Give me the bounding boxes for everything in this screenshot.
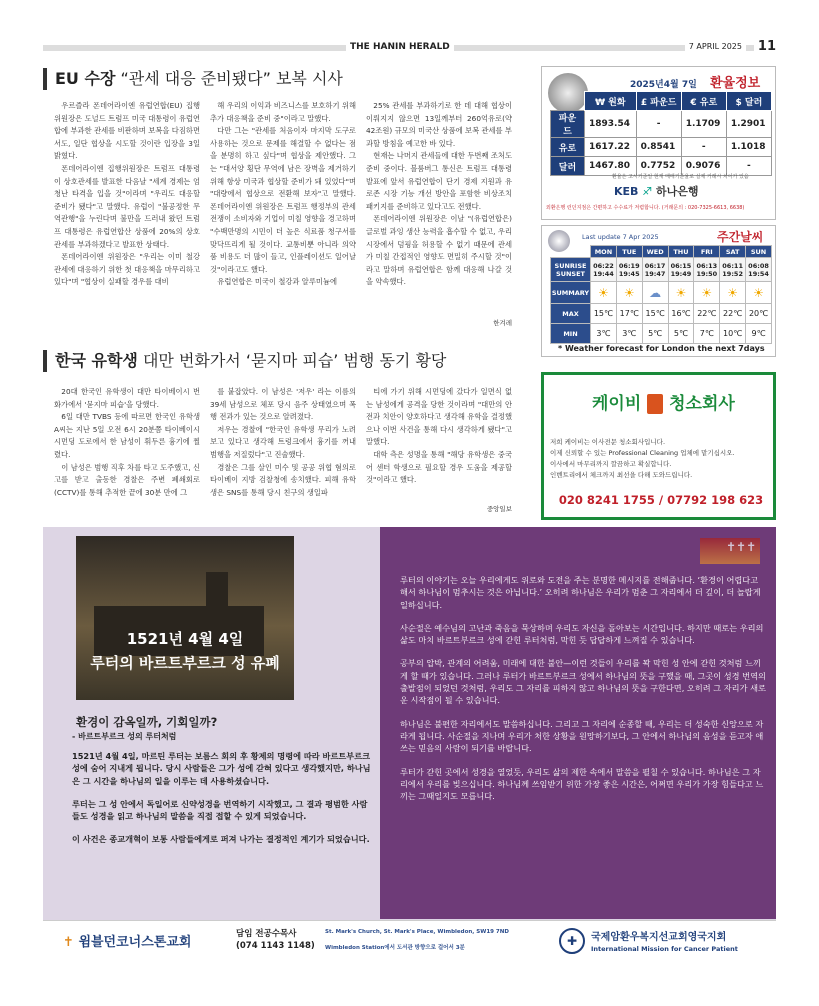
paragraph: 우르즐라 폰데어라이엔 유럽연합(EU) 집행위원장은 도널드 트럼프 미국 대통령이 유럽연합에 부과한 관세를 비판하며 보복을 다짐하면서도, 일단 협상을 시도할 것이란 입장을 3일 밝혔다. [54, 101, 200, 161]
max-temp: 16℃ [668, 304, 694, 324]
cleaning-ad-phone: 020 8241 1755 / 07792 198 623 [558, 493, 764, 507]
paragraph: 해 우리의 이익과 비즈니스를 보호하기 위해 추가 대응책을 준비 중"이라고 말했다. [210, 101, 356, 123]
paragraph: 사순절은 예수님의 고난과 죽음을 묵상하며 우리도 자신을 돌아보는 시간입니다. 하지만 때로는 우리의 삶도 마치 바르트부르크 성에 갇힌 루터처럼, 막힌 듯 답답하게 느껴질 수 있습니다. [400, 622, 764, 646]
cross-icon: ✝✝✝ [700, 538, 760, 564]
paragraph: 1521년 4월 4일, 마르틴 루터는 보름스 회의 후 황제의 명령에 따라 바르트부르크 성에 숨어 지내게 됩니다. 당시 사람들은 그가 성에 갇혀 있다고 생각했지만, 하나님은 그 시간을 하나님의 일을 이루는 데 사용하셨습니다. [72, 751, 371, 786]
weather-day: FRI [694, 246, 720, 258]
min-temp: 5℃ [668, 324, 694, 344]
weather-title: 주간날씨 [717, 230, 764, 244]
paragraph: 20대 한국인 유학생이 대만 타이베이시 번화가에서 '묻지마 피습'을 당했다. [54, 387, 200, 409]
table-row: 달러 1467.80 0.7752 0.9076 - [551, 157, 772, 176]
max-temp: 22℃ [694, 304, 720, 324]
weather-day: SUN [746, 246, 772, 258]
article1-column-3 [366, 100, 512, 325]
min-temp: 3℃ [591, 324, 617, 344]
article2-headline: 한국 유학생 대만 번화가서 ‘묻지마 피습’ 범행 동기 황당 [43, 350, 523, 372]
cleaning-ad-line: 이사에서 마무리까지 깔끔하고 확실합니다. [550, 460, 672, 468]
min-temp: 5℃ [642, 324, 668, 344]
paragraph: 루터가 갇힌 곳에서 성경을 열었듯, 우리도 삶의 제한 속에서 말씀을 펼칠 수 있습니다. 하나님은 그 자리에서 우리를 빚으십니다. 하나님께 쓰임받기 위한 가장 좋은 시간은, 어쩌면 우리가 가장 힘들다고 느끼는 그때일지도 모릅니다. [400, 766, 764, 802]
exchange-note: 환율은 고시기준일 현재 매매기준율로 실제 거래시 차이가 있음 [612, 174, 749, 180]
article1-column-2 [210, 100, 356, 335]
paragraph: 루터는 그 성 안에서 독일어로 신약성경을 번역하기 시작했고, 그 결과 평범한 사람들도 성경을 읽고 하나님의 말씀을 직접 접할 수 있게 되었습니다. [72, 798, 368, 822]
article1-column-1 [54, 100, 200, 335]
weather-day: MON [591, 246, 617, 258]
cleaning-ad-line: 이제 신뢰할 수 있는 Professional Cleaning 업체에 맡기십시오. [550, 449, 735, 457]
paper-name: THE HANIN HERALD [346, 42, 454, 52]
cloud-icon: ☁ [642, 282, 668, 304]
sun-icon: ☀ [616, 282, 642, 304]
weather-panel [541, 225, 776, 357]
mission-name: 국제암환우복지선교회영국지회 [591, 932, 727, 943]
weather-table: MON TUE WED THU FRI SAT SUN SUNRISE SUNSET 06:22 19:44 06:19 19:45 06:17 19:47 06:15 19:49 06:13 19:50 06:11 19:52 06:08 19:54 SUMMARY ☀ ☀ ☁ ☀ ☀ ☀ ☀ MAX 15℃ 17℃ 15℃ 16℃ 22℃ 22℃ 20℃ MIN 3℃ 3℃ 5℃ 5℃ 7℃ 10℃ 9℃ [550, 245, 772, 344]
cleaning-ad-text [550, 437, 772, 481]
paragraph: 하나님은 불편한 자리에서도 말씀하십니다. 그리고 그 자리에 순종할 때, 우리는 더 성숙한 신앙으로 자라게 됩니다. 사순절을 지나며 우리가 처한 상황을 원망하기보다, 그 안에서 하나님의 음성을 듣고자 애쓰는 믿음의 사람이 되기를 바랍니다. [400, 718, 764, 754]
max-temp: 22℃ [720, 304, 746, 324]
paragraph: 대학 측은 성명을 통해 "해당 유학생은 중국어 센터 학생으로 필요할 경우 도움을 제공할 것"이라고 했다. [366, 449, 512, 485]
paragraph: 폰데어라이엔 위원장은 이날 "(유럽연합은) 글로벌 과잉 생산 능력을 흡수할 수 없고, 우리 시장에서 덤핑을 허용할 수 없기 때문에 관세가 미칠 간접적인 영향도 면밀히 주시할 것"이라고 말하며 유럽연합은 함께 대응해 나갈 것을 약속했다. [366, 214, 512, 287]
article2-column-3 [366, 386, 512, 506]
min-temp: 9℃ [746, 324, 772, 344]
mission-name-en: International Mission for Cancer Patient [591, 945, 738, 953]
weather-updated: Last update 7 Apr 2025 [582, 233, 659, 241]
article2-credit: 중앙일보 [486, 505, 512, 513]
min-temp: 3℃ [616, 324, 642, 344]
paragraph: 저우는 경찰에 "한국인 유학생 무리가 노려보고 있다고 생각해 트렁크에서 흉기를 꺼내 범행을 저질렀다"고 진술했다. [210, 424, 356, 459]
feature-heading: 환경이 감옥일까, 기회일까? [76, 715, 218, 729]
sun-icon: ☀ [668, 282, 694, 304]
mission-logo-icon: ✚ [559, 928, 585, 954]
issue-date: 7 APRIL 2025 [685, 42, 746, 51]
article1-headline: EU 수장 “관세 대응 준비됐다” 보복 시사 [43, 68, 523, 90]
paragraph: 현재는 나머지 관세들에 대한 두번째 조처도 준비 중이다. 블룸버그 통신은 트럼프 대통령 발표에 앞서 유럽연합이 단기 경제 지원과 유로존 시장 기능 개선 방안을 포함한 비상조치 패키지를 준비하고 있다고도 전했다. [366, 151, 512, 211]
wartburg-castle-image [76, 536, 294, 700]
church-footer [43, 920, 776, 965]
church-address: St. Mark's Church, St. Mark's Place, Wimbledon, SW19 7ND [325, 929, 509, 935]
weather-day: TUE [616, 246, 642, 258]
church-directions: Wimbledon Station에서 도서관 방향으로 걸어서 3분 [325, 945, 465, 951]
paragraph: 를 붙잡았다. 이 남성은 '저우' 라는 이름의 39세 남성으로 체포 당시 음주 상태였으며 폭행 전과가 있는 것으로 알려졌다. [210, 387, 356, 422]
cleaning-ad-line: 저희 케이비는 이사전문 청소회사입니다. [550, 438, 666, 446]
bank-logo: KEB ♐ 하나은행 [614, 185, 699, 198]
trash-bin-icon [647, 394, 663, 414]
church-name: ✝ 윔블던코너스톤교회 [63, 935, 192, 950]
sun-icon: ☀ [694, 282, 720, 304]
weather-footnote: * Weather forecast for London the next 7days [558, 344, 765, 353]
cleaning-ad-title: 케이비 청소회사 [592, 394, 735, 414]
exchange-footer: 외환은행 런던지점은 간편하고 수수료가 저렴합니다. (거래문의 : 020-7325-6613, 6638) [546, 205, 745, 211]
sun-icon: ☀ [591, 282, 617, 304]
max-temp: 17℃ [616, 304, 642, 324]
paragraph: 유럽연합은 미국이 철강과 알루미늄에 [217, 277, 338, 287]
paragraph: 6일 대만 TVBS 등에 따르면 한국인 유학생 A씨는 지난 5일 오전 6시 20분쯤 타이베이시 시먼딩 도로에서 한 남성이 휘두른 흉기에 찔렸다. [54, 412, 200, 459]
weather-day: SAT [720, 246, 746, 258]
feature-left-text [72, 750, 372, 857]
sun-icon: ☀ [720, 282, 746, 304]
feature-right-text [400, 574, 766, 813]
bank-mark-icon: ♐ [642, 185, 653, 198]
paragraph: 다만 그는 "관세를 처음이자 마지막 도구로 사용하는 것으로 문제를 해결할 수 없다는 점을 분명히 하고 싶다"며 협상을 제안했다. 그는 "대서양 횡단 무역에 남은 장벽을 제거하기 위해 항상 미국과 협상할 준비가 돼 있었다"며 "대량에서 협상으로 전환해 보자"고 말했다. 폰데어라이엔 위원장은 트럼프 행정부의 관세 전쟁이 소비자와 기업이 미칠 영향을 경고하며 "수백만명의 시민이 더 높은 식료품 청구서를 맞닥뜨리게 될 것이다. 교통비뿐 아니라 의약품 비용도 더 많이 들고, 인플레이션도 일어날 것"이라고도 했다. [210, 126, 356, 274]
cleaning-ad-line: 인벤트리에서 체크까지 최선을 다해 도와드립니다. [550, 471, 693, 479]
paragraph: 루터의 이야기는 오늘 우리에게도 위로와 도전을 주는 분명한 메시지를 전해줍니다. ‘환경이 어렵다고 해서 하나님이 멈추시는 것은 아닙니다.’ 오히려 하나님은 우리가 멈춘 그 자리에서 더 깊이, 더 놀랍게 일하십니다. [400, 575, 761, 610]
exchange-date: 2025년4월 7일 [630, 80, 697, 90]
table-row: 파운드 1893.54 - 1.1709 1.2901 [551, 111, 772, 138]
max-temp: 15℃ [642, 304, 668, 324]
article1-credit: 한겨레 [493, 319, 512, 327]
max-temp: 15℃ [591, 304, 617, 324]
paragraph: 경찰은 그를 살인 미수 및 공공 위협 혐의로 타이베이 지방 검찰청에 송치했다. 피해 유학생은 SNS를 통해 당시 친구의 생일파 [210, 462, 356, 497]
pastor-label: 담임 전공수목사 [236, 929, 297, 939]
weather-day: THU [668, 246, 694, 258]
min-temp: 7℃ [694, 324, 720, 344]
exchange-table: ₩ 원화 £ 파운드 € 유로 $ 달러 파운드 1893.54 - 1.1709 1.2901 유로 1617.22 0.8541 - 1.1018 달러 1467.80 0.7752 0.9076 - [550, 91, 772, 176]
weather-day: WED [642, 246, 668, 258]
article2-column-1 [54, 386, 200, 516]
feature-subheading: - 바르트부르크 성의 루터처럼 [72, 732, 177, 741]
image-title-caption: 루터의 바르트부르크 성 유폐 [90, 654, 280, 672]
paragraph: 폰데어라이엔 집행위원장은 트럼프 대통령이 상호관세를 발표한 다음날 "세계 경제는 엄청난 타격을 입을 것"이라며 "우리도 대응할 준비가 됐다"고 말했다. 유럽이 "불공정한 무역관행"을 누린다며 불만을 드러내 왔던 트럼프 대통령은 유럽연합산 상품에 20%의 상호관세를 부과하겠다고 발표한 상태다. [54, 163, 200, 249]
sun-icon: ☀ [746, 282, 772, 304]
exchange-rate-panel [541, 66, 776, 220]
cleaning-ad [541, 372, 776, 520]
paragraph: 티에 가기 위해 시먼딩에 갔다가 일면식 없는 남성에게 공격을 당한 것이라며 "대만의 안전과 치안이 양호하다고 생각해 유학을 결정했으나 이번 사건을 통해 다시 생각하게 됐다"고 말했다. [366, 387, 512, 447]
masthead [43, 40, 776, 56]
table-row: 유로 1617.22 0.8541 - 1.1018 [551, 138, 772, 157]
paragraph: 이 남성은 범행 직후 차를 타고 도주했고, 신고를 받고 출동한 경찰은 주변 폐쇄회로(CCTV)를 통해 추적한 끝에 30분 만에 그 [54, 462, 200, 497]
church-logo-icon: ✝ [63, 935, 74, 950]
page-number: 11 [754, 39, 776, 54]
paragraph: 25% 관세를 부과하기로 한 데 대해 협상이 이뤄지지 않으면 13일께부터 260억유로(약 42조원) 규모의 미국산 상품에 보복 관세를 부과할 방침을 예고한 바 있다. [366, 101, 512, 148]
exchange-title: 환율정보 [710, 76, 761, 91]
paragraph: 폰데어라이엔 위원장은 "우리는 이미 철강 관세에 대응하기 위한 첫 대응책을 마무리하고 있다"며 "협상이 실패할 경우를 대비 [54, 252, 200, 287]
max-temp: 20℃ [746, 304, 772, 324]
min-temp: 10℃ [720, 324, 746, 344]
article2-column-2 [210, 386, 356, 516]
image-date-caption: 1521년 4월 4일 [126, 630, 244, 648]
paragraph: 이 사건은 종교개혁이 보통 사람들에게로 퍼져 나가는 결정적인 계기가 되었습니다. [72, 834, 370, 845]
pastor-phone: (074 1143 1148) [236, 941, 315, 951]
paragraph: 공부의 압박, 관계의 어려움, 미래에 대한 불안—이런 것들이 우리를 꽉 막힌 성 안에 갇힌 것처럼 느끼게 할 때가 있습니다. 그러나 루터가 바르트부르크 성에서 하나님의 뜻을 구했을 때, 그곳이 성경 번역의 출발점이 되었던 것처럼, 우리도 그 자리를 피하지 않고 하나님의 뜻을 구한다면, 오히려 그 자리가 새로운 시작점이 될 수 있습니다. [400, 658, 766, 706]
